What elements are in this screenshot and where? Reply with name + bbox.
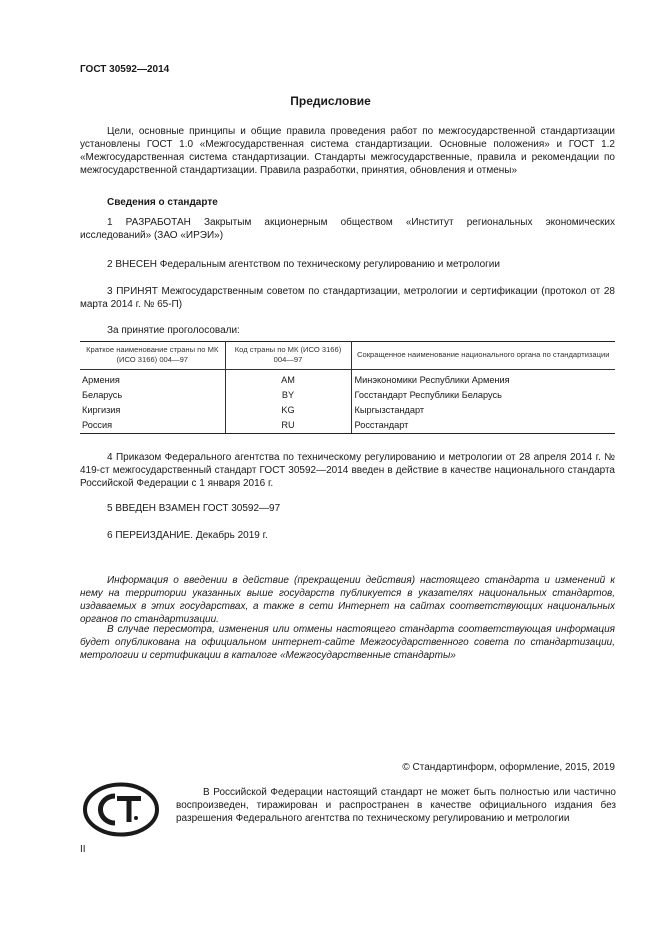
voted-label: За принятие проголосовали: [107,325,240,336]
country-cell: Киргизия [82,405,121,415]
intro-paragraph: Цели, основные принципы и общие правила проведения работ по межгосударственной стандартизации установлены ГОСТ 1.0 «Межгосударственная система стандартизации. Основные положения» и ГОСТ 1.2 «Межгосударственная система стандартизации. Стандарты межгосударственные, правила и рекомендации по межгосударственной стандартизации. Правила разработки, принятия, обновления и отмены» [80,126,615,176]
page-number: II [80,844,86,855]
body-cell: Госстандарт Республики Беларусь [351,388,615,403]
item-introduced: 2 ВНЕСЕН Федеральным агентством по техническому регулированию и метрологии [107,259,500,270]
header-code: Код страны по МК (ИСО 3166) 004—97 [225,342,351,370]
reproduction-notice: В Российской Федерации настоящий стандарт не может быть полностью или частично воспроизведен, тиражирован и распространен в качестве официального издания без разрешения Федерального агентства по техническому регулированию и метрологии [176,787,616,824]
country-cell: Армения [82,375,120,385]
code-cell: KG [225,403,351,418]
code-cell: AM [225,370,351,389]
country-cell: Россия [80,418,225,434]
document-header: ГОСТ 30592—2014 [80,64,170,75]
code-cell: BY [225,388,351,403]
votes-table [80,341,615,434]
code-cell: RU [225,418,351,434]
body-cell: Росстандарт [351,418,615,434]
header-body: Сокращенное наименование национального органа по стандартизации [351,342,615,370]
country-cell: Беларусь [82,390,123,400]
header-country: Краткое наименование страны по МК (ИСО 3166) 004—97 [80,342,225,370]
body-cell: Кыргызстандарт [351,403,615,418]
table-row [80,370,615,389]
rst-certification-mark-icon [82,782,160,837]
item-reissue: 6 ПЕРЕИЗДАНИЕ. Декабрь 2019 г. [107,530,268,541]
table-row [80,403,615,418]
section-heading: Сведения о стандарте [107,197,218,208]
item-developed: 1 РАЗРАБОТАН Закрытым акционерным обществом «Институт региональных экономических исследований» (ЗАО «ИРЭИ») [80,217,615,241]
page-title: Предисловие [290,94,371,108]
table-header-row [80,342,615,370]
item-adopted: 3 ПРИНЯТ Межгосударственным советом по стандартизации, метрологии и сертификации (протокол от 28 марта 2014 г. № 65-П) [80,286,615,310]
copyright-line: © Стандартинформ, оформление, 2015, 2019 [402,762,615,773]
body-cell: Минэкономики Республики Армения [351,370,615,389]
item-replaces: 5 ВВЕДЕН ВЗАМЕН ГОСТ 30592—97 [107,503,281,514]
item-order: 4 Приказом Федерального агентства по техническому регулированию и метрологии от 28 апреля 2014 г. № 419-ст межгосударственный стандарт ГОСТ 30592—2014 введен в действие в качестве национального стандарта Российской Федерации с 1 января 2016 г. [80,452,615,489]
info-paragraph-revision: В случае пересмотра, изменения или отмены настоящего стандарта соответствующая информация будет опубликована на официальном интернет-сайте Межгосударственного совета по стандартизации, метрологии и сертификации в каталоге «Межгосударственные стандарты» [80,624,615,661]
table-row [80,388,615,403]
table-row [80,418,615,434]
info-paragraph-publication: Информация о введении в действие (прекращении действия) настоящего стандарта и изменений к нему на территории указанных выше государств публикуется в указателях национальных стандартов, издаваемых в этих государствах, а также в сети Интернет на сайтах соответствующих национальных органов по стандартизации. [80,575,615,625]
